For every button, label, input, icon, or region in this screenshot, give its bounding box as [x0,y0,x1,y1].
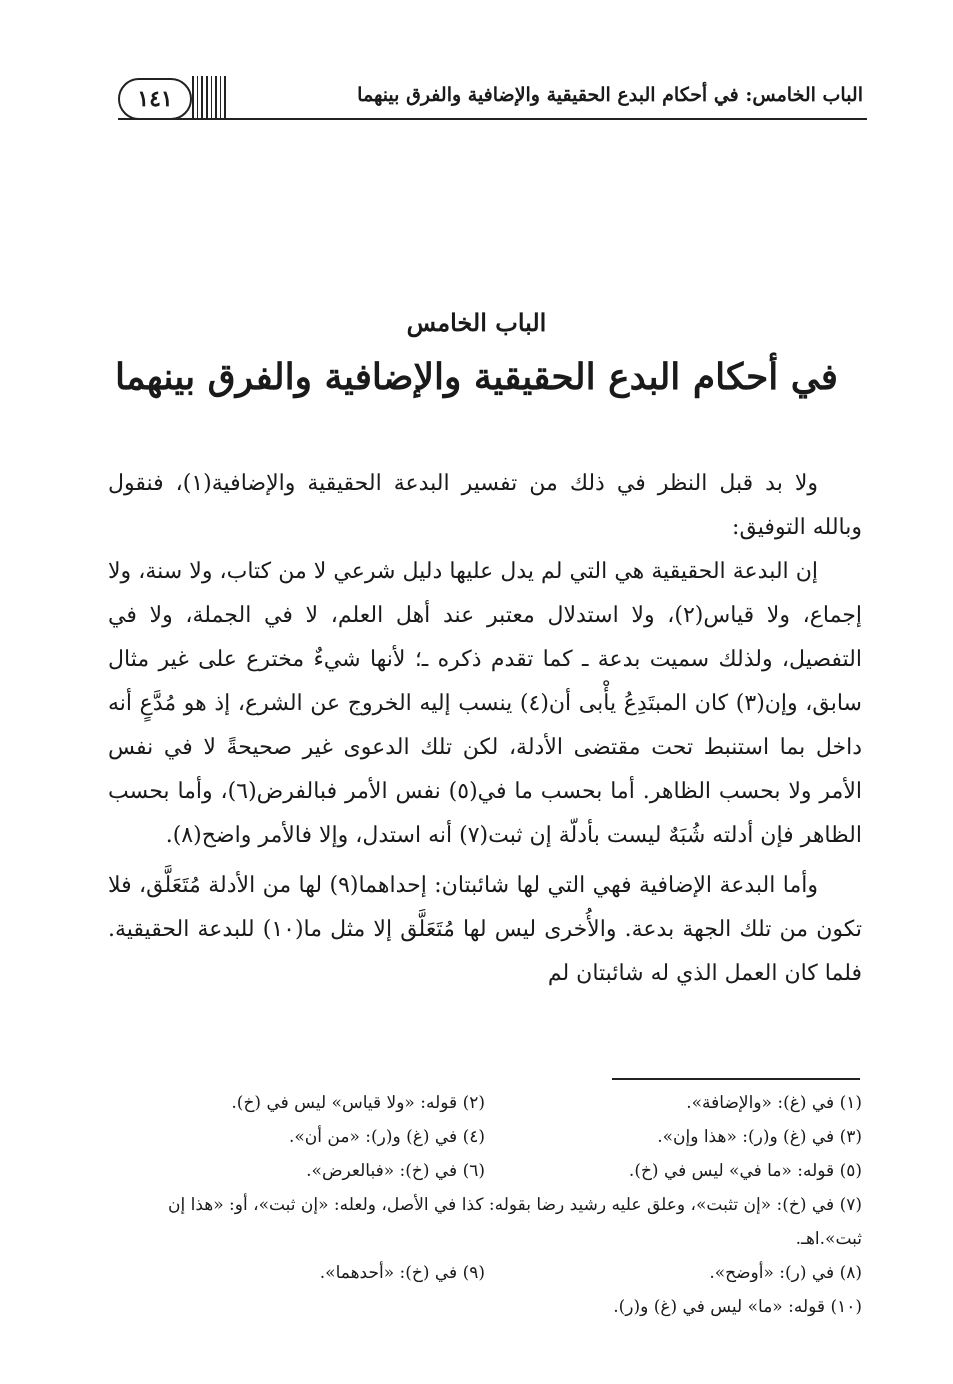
footnote-8: (٨) في (ر): «أوضح». [709,1263,862,1283]
paragraph-2: إن البدعة الحقيقية هي التي لم يدل عليها دليل شرعي لا من كتاب، ولا سنة، ولا إجماع، ولا قياس(٢)، ولا استدلال معتبر عند أهل العلم، لا في الجملة، ولا في التفصيل، ولذلك سميت بدعة ـ كما تقدم ذكره ـ؛ لأنها شيءٌ مخترع على غير مثال سابق، وإن(٣) كان المبتَدِعُ يأْبى أن(٤) ينسب إليه الخروج عن الشرع، إذ هو مُدَّعٍ أنه داخل بما استنبط تحت مقتضى الأدلة، لكن تلك الدعوى غير صحيحةً لا في نفس الأمر ولا بحسب الظاهر. أما بحسب ما في(٥) نفس الأمر فبالفرض(٦)، وأما بحسب الظاهر فإن أدلته شُبَهٌ ليست بأدلّة إن ثبت(٧) أنه استدل، وإلا فالأمر واضح(٨). [108,559,862,848]
footnote-3: (٣) في (غ) و(ر): «هذا وإن». [657,1127,862,1147]
footnote-1: (١) في (غ): «والإضافة». [686,1093,862,1113]
page-number: ١٤١ [118,78,192,120]
footnote-row [108,1154,862,1188]
footnote-row [108,1086,862,1120]
footnote-9: (٩) في (خ): «أحدهما». [319,1263,485,1283]
paragraph-3: وأما البدعة الإضافية فهي التي لها شائبتان: إحداهما(٩) لها من الأدلة مُتَعَلَّق، فلا تكون من تلك الجهة بدعة. والأُخرى ليس لها مُتَعَلَّق إلا مثل ما(١٠) للبدعة الحقيقية. فلما كان العمل الذي له شائبتان لم [108,873,862,986]
footnotes [108,1086,862,1324]
page-number-badge [118,74,230,118]
footnote-5: (٥) قوله: «ما في» ليس في (خ). [628,1161,862,1181]
footnote-separator [612,1078,860,1080]
footnote-row [108,1188,862,1256]
paragraph-1: ولا بد قبل النظر في ذلك من تفسير البدعة الحقيقية والإضافية(١)، فنقول وبالله التوفيق: [108,471,862,540]
header-ornament-bars [192,76,226,118]
chapter-title: في أحكام البدع الحقيقية والإضافية والفرق بينهما [115,356,838,398]
footnote-row [108,1120,862,1154]
header-rule [118,118,867,120]
footnote-2: (٢) قوله: «ولا قياس» ليس في (خ). [231,1093,485,1113]
footnote-10: (١٠) قوله: «ما» ليس في (غ) و(ر). [613,1297,862,1317]
footnote-7: (٧) في (خ): «إن تثبت»، وعلق عليه رشيد رضا بقوله: كذا في الأصل، ولعله: «إن ثبت»، أو: «هذا إن ثبت».اهـ. [167,1195,862,1249]
footnote-6: (٦) في (خ): «فبالعرض». [306,1161,485,1181]
footnote-row [108,1290,862,1324]
body-text [108,462,862,996]
footnote-row [108,1256,862,1290]
running-header-title: الباب الخامس: في أحكام البدع الحقيقية والإضافية والفرق بينهما [357,84,863,106]
footnote-4: (٤) في (غ) و(ر): «من أن». [288,1127,485,1147]
chapter-label: الباب الخامس [406,308,547,337]
